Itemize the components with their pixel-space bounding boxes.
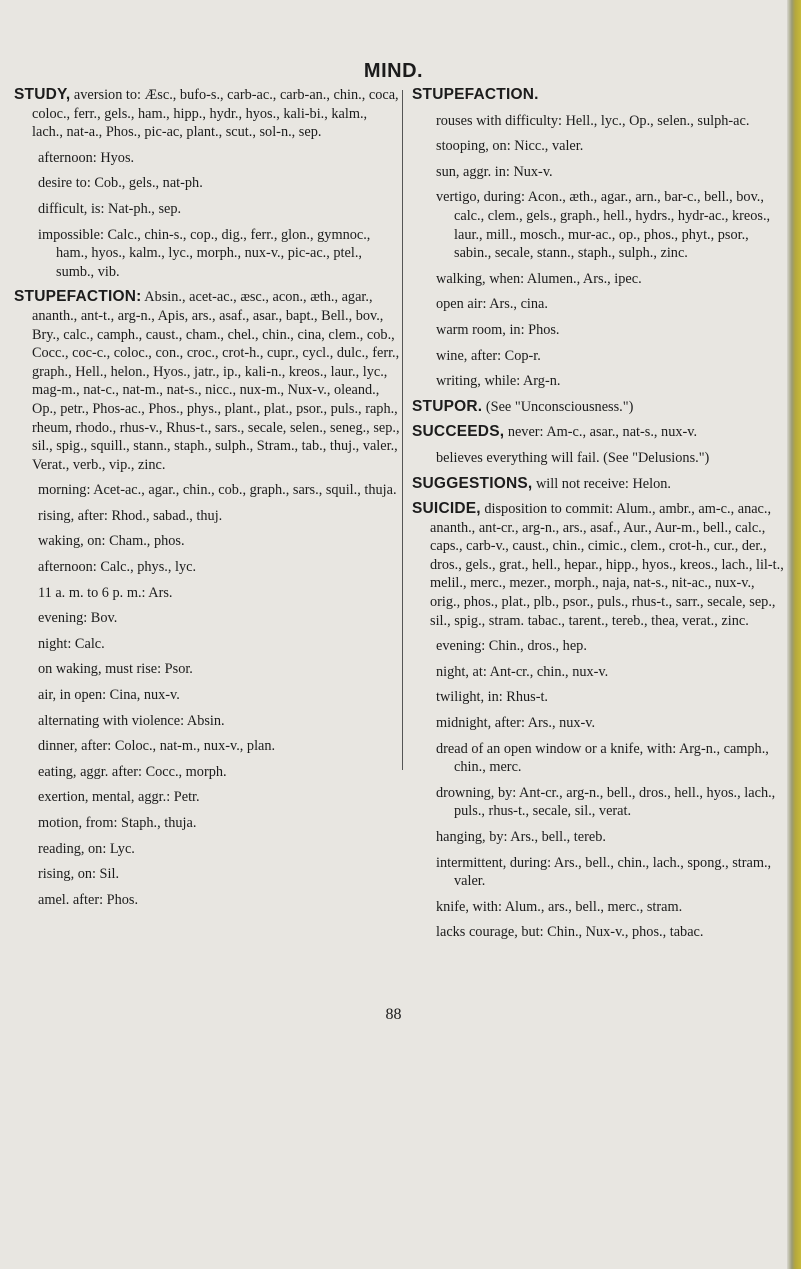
subrubric-entry — [412, 163, 784, 182]
rubric-heading: STUPOR. — [412, 397, 483, 415]
subrubric-entry — [412, 449, 784, 468]
rubric-text: (See "Unconsciousness.") — [485, 398, 634, 415]
subrubric-entry — [412, 295, 784, 314]
rubric-text: afternoon: Calc., phys., lyc. — [38, 559, 197, 576]
rubric-text: aversion to: Æsc., bufo-s., carb-ac., carb-an., chin., coca, coloc., ferr., gels., ham., hipp., hydr., hyos., kali-bi., kalm., lach., nat-a., Phos., pic-ac, plant., scut., sol-n., sep. — [32, 87, 399, 141]
rubric-text: vertigo, during: Acon., æth., agar., arn., bar-c., bell., bov., calc., clem., gels., graph., hell., hydrs., hydr-ac., kreos., laur., mill., mosch., mur-ac., op., phos., phyt., psor., sabin., secale, stann., staph., sulph., zinc. — [436, 189, 771, 262]
subrubric-entry — [412, 688, 784, 707]
subrubric-entry — [14, 149, 400, 168]
subrubric-entry — [14, 891, 400, 910]
subrubric-entry — [14, 840, 400, 859]
rubric-text: motion, from: Staph., thuja. — [38, 815, 197, 831]
subrubric-entry — [14, 660, 400, 679]
rubric-text: knife, with: Alum., ars., bell., merc., stram. — [436, 898, 683, 915]
rubric-text: afternoon: Hyos. — [38, 149, 135, 166]
column-divider — [402, 90, 403, 770]
subrubric-entry — [412, 828, 784, 847]
subrubric-entry — [14, 226, 400, 282]
rubric-heading: SUCCEEDS, — [412, 423, 505, 441]
subrubric-entry — [14, 174, 400, 193]
subrubric-entry — [412, 854, 784, 891]
rubric-text: never: Am-c., asar., nat-s., nux-v. — [507, 424, 698, 441]
rubric-entry — [14, 288, 400, 474]
rubric-text: exertion, mental, aggr.: Petr. — [38, 789, 200, 806]
subrubric-entry — [14, 584, 400, 603]
subrubric-entry — [14, 507, 400, 526]
rubric-text: air, in open: Cina, nux-v. — [38, 687, 180, 704]
rubric-text: alternating with violence: Absin. — [38, 712, 225, 729]
rubric-text: midnight, after: Ars., nux-v. — [436, 715, 596, 732]
rubric-text: rising, after: Rhod., sabad., thuj. — [38, 507, 223, 524]
rubric-text: drowning, by: Ant-cr., arg-n., bell., dros., hell., hyos., lach., puls., rhus-t., secale, sil., verat. — [436, 784, 776, 820]
rubric-entry — [14, 86, 400, 142]
rubric-text: on waking, must rise: Psor. — [38, 661, 193, 678]
rubric-text: impossible: Calc., chin-s., cop., dig., ferr., glon., gymnoc., ham., hyos., kalm., lyc., morph., nux-v., pic-ac., ptel., sumb., vib. — [38, 226, 371, 280]
rubric-text: reading, on: Lyc. — [38, 840, 135, 857]
rubric-text: stooping, on: Nicc., valer. — [436, 138, 584, 155]
rubric-text: desire to: Cob., gels., nat-ph. — [38, 175, 203, 192]
rubric-text: twilight, in: Rhus-t. — [436, 689, 549, 706]
rubric-text: 11 a. m. to 6 p. m.: Ars. — [38, 584, 173, 601]
rubric-entry — [412, 423, 784, 442]
rubric-text: intermittent, during: Ars., bell., chin., lach., spong., stram., valer. — [436, 854, 772, 890]
subrubric-entry — [412, 663, 784, 682]
subrubric-entry — [412, 321, 784, 340]
subrubric-entry — [412, 898, 784, 917]
subrubric-entry — [14, 686, 400, 705]
rubric-text: sun, aggr. in: Nux-v. — [436, 163, 553, 180]
subrubric-entry — [412, 714, 784, 733]
rubric-text: morning: Acet-ac., agar., chin., cob., graph., sars., squil., thuja. — [38, 482, 397, 499]
rubric-text: rising, on: Sil. — [38, 866, 120, 883]
rubric-text: believes everything will fail. (See "Delusions.") — [436, 449, 710, 466]
subrubric-entry — [412, 137, 784, 156]
rubric-text: night, at: Ant-cr., chin., nux-v. — [436, 663, 609, 680]
rubric-entry — [412, 86, 784, 105]
rubric-heading: STUDY, — [14, 86, 71, 103]
subrubric-entry — [412, 270, 784, 289]
left-column — [14, 86, 400, 916]
rubric-heading: SUICIDE, — [412, 500, 481, 518]
rubric-text: dread of an open window or a knife, with: Arg-n., camph., chin., merc. — [436, 740, 769, 776]
rubric-text: warm room, in: Phos. — [436, 321, 560, 338]
page-header: MIND. — [363, 60, 424, 82]
rubric-text: night: Calc. — [38, 635, 105, 652]
rubric-text: rouses with difficulty: Hell., lyc., Op., selen., sulph-ac. — [436, 112, 750, 129]
subrubric-entry — [14, 532, 400, 551]
right-column — [412, 86, 784, 949]
subrubric-entry — [412, 188, 784, 262]
subrubric-entry — [412, 784, 784, 821]
rubric-entry — [412, 398, 784, 417]
subrubric-entry — [14, 609, 400, 628]
subrubric-entry — [14, 481, 400, 500]
rubric-text: writing, while: Arg-n. — [436, 373, 561, 390]
rubric-entry — [412, 500, 784, 630]
subrubric-entry — [14, 814, 400, 833]
rubric-text: will not receive: Helon. — [535, 475, 671, 492]
subrubric-entry — [14, 788, 400, 807]
rubric-text: disposition to commit: Alum., ambr., am-c., anac., ananth., ant-cr., arg-n., ars., asaf., Aur., Aur-m., bell., calc., caps., carb-v., caust., chin., cimic., clem., crot-h., cur., der., dros., gels., grat., hell., hepar., hipp., hyos., kreos., lach., lil-t., melil., merc., mezer., morph., naja, nat-s., nit-ac., nux-v., orig., phos., plat., plb., psor., puls., rhus-t., sarr., secale, sep., sil., spig., stram. tabac., tarent., tereb., thea, verat., zinc. — [430, 501, 784, 629]
rubric-text: hanging, by: Ars., bell., tereb. — [436, 829, 606, 845]
rubric-heading: STUPEFACTION. — [412, 86, 539, 103]
rubric-text: open air: Ars., cina. — [436, 296, 548, 313]
page-edge — [787, 0, 801, 1269]
subrubric-entry — [412, 112, 784, 131]
rubric-text: eating, aggr. after: Cocc., morph. — [38, 763, 227, 780]
rubric-entry — [412, 475, 784, 494]
subrubric-entry — [14, 865, 400, 884]
rubric-text: walking, when: Alumen., Ars., ipec. — [436, 270, 642, 287]
subrubric-entry — [14, 712, 400, 731]
rubric-text: evening: Bov. — [38, 610, 118, 627]
rubric-text: wine, after: Cop-r. — [436, 347, 541, 364]
subrubric-entry — [412, 372, 784, 391]
rubric-text: difficult, is: Nat-ph., sep. — [38, 200, 182, 217]
rubric-text: dinner, after: Coloc., nat-m., nux-v., plan. — [38, 738, 276, 755]
subrubric-entry — [14, 200, 400, 219]
subrubric-entry — [14, 558, 400, 577]
subrubric-entry — [14, 737, 400, 756]
subrubric-entry — [412, 740, 784, 777]
rubric-text: lacks courage, but: Chin., Nux-v., phos., tabac. — [436, 924, 704, 941]
rubric-text: amel. after: Phos. — [38, 891, 139, 908]
rubric-text: Absin., acet-ac., æsc., acon., æth., agar., ananth., ant-t., arg-n., Apis, ars., asaf., asar., bapt., Bell., bov., Bry., calc., camph., caust., cham., chel., chin., cina, clem., cob., Cocc., coc-c., coloc., con., croc., crot-h., cupr., cycl., dulc., ferr., graph., Hell., helon., Hyos., jatr., ip., kali-n., kreos., laur., lyc., mag-m., nat-c., nat-m., nat-s., nicc., nux-m., Nux-v., oleand., Op., petr., Phos-ac., Phos., phys., plant., plat., psor., puls., raph., rheum, rhodo., rhus-v., Rhus-t., sars., secale, selen., seneg., sep., sil., spig., squill., stann., staph., sulph., Stram., tab., thuj., valer., Verat., verb., vip., zinc. — [32, 289, 400, 473]
rubric-text: evening: Chin., dros., hep. — [436, 638, 587, 655]
subrubric-entry — [14, 635, 400, 654]
rubric-heading: STUPEFACTION: — [14, 288, 142, 306]
rubric-heading: SUGGESTIONS, — [412, 474, 533, 492]
subrubric-entry — [412, 347, 784, 366]
subrubric-entry — [412, 923, 784, 942]
subrubric-entry — [412, 637, 784, 656]
subrubric-entry — [14, 763, 400, 782]
page-number: 88 — [385, 1006, 402, 1023]
rubric-text: waking, on: Cham., phos. — [38, 533, 185, 550]
